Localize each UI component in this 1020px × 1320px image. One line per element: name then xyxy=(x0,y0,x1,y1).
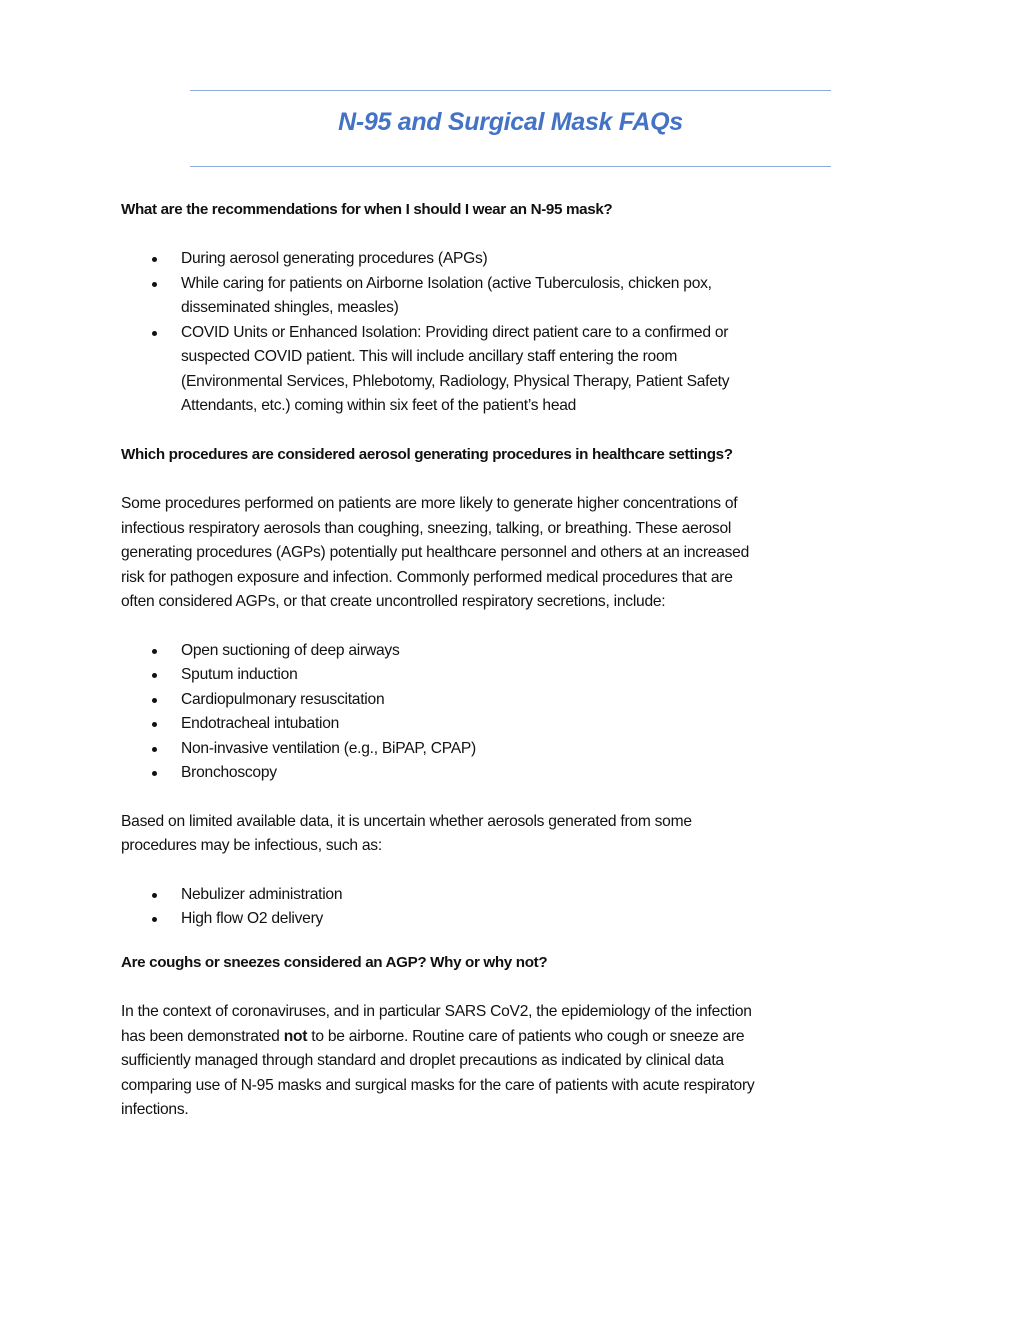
paragraph: In the context of coronaviruses, and in particular SARS CoV2, the epidemiology of the infection has been demonstrated not to be airborne. Routine care of patients who cough or sneeze are sufficiently managed through standard and droplet precautions as indicated by clinical data comparing use of N-95 masks and surgical masks for the care of patients with acute respiratory infections. xyxy=(121,1003,755,1118)
bullet-icon xyxy=(152,722,157,727)
uncertain-agp-list xyxy=(121,883,901,932)
paragraph: Based on limited available data, it is uncertain whether aerosols generated from some procedures may be infectious, such as: xyxy=(121,812,692,854)
list-item: COVID Units or Enhanced Isolation: Providing direct patient care to a confirmed or xyxy=(121,321,901,346)
bullet-icon xyxy=(152,257,157,262)
list-item: Bronchoscopy xyxy=(121,761,901,786)
list-item: Sputum induction xyxy=(121,663,901,688)
list-item: High flow O2 delivery xyxy=(121,907,901,932)
bullet-icon xyxy=(152,917,157,922)
title-rule-top xyxy=(190,90,831,91)
paragraph: Some procedures performed on patients are more likely to generate higher concentrations of infectious respiratory aerosols than coughing, sneezing, talking, or breathing. These aerosol generating procedures (AGPs) potentially put healthcare personnel and others at an increased risk for pathogen exposure and infection. Commonly performed medical procedures that are often considered AGPs, or that create uncontrolled respiratory secretions, include: xyxy=(121,495,750,610)
list-item: Cardiopulmonary resuscitation xyxy=(121,688,901,713)
bullet-icon xyxy=(152,771,157,776)
list-item: Endotracheal intubation xyxy=(121,712,901,737)
list-item: Open suctioning of deep airways xyxy=(121,639,901,664)
agp-list xyxy=(121,639,901,786)
list-item: During aerosol generating procedures (APGs) xyxy=(121,247,901,272)
bullet-icon xyxy=(152,649,157,654)
list-item: While caring for patients on Airborne Isolation (active Tuberculosis, chicken pox, xyxy=(121,272,901,297)
bullet-icon xyxy=(152,893,157,898)
bullet-icon xyxy=(152,747,157,752)
list-item-continuation: suspected COVID patient. This will include ancillary staff entering the room xyxy=(181,348,678,365)
bullet-icon xyxy=(152,331,157,336)
title-rule-bottom xyxy=(190,166,831,167)
list-item-continuation: (Environmental Services, Phlebotomy, Radiology, Physical Therapy, Patient Safety xyxy=(181,372,730,390)
bullet-icon xyxy=(152,282,157,287)
question-heading: What are the recommendations for when I should I wear an N-95 mask? xyxy=(121,201,613,218)
emphasis-not: not xyxy=(283,1027,308,1045)
bullet-icon xyxy=(152,673,157,678)
faq-section-coughs-sneezes xyxy=(121,951,901,1123)
list-item: Nebulizer administration xyxy=(121,883,901,908)
list-item: Non-invasive ventilation (e.g., BiPAP, CPAP) xyxy=(121,737,901,762)
question-heading: Which procedures are considered aerosol generating procedures in healthcare settings? xyxy=(121,446,733,463)
bullet-icon xyxy=(152,698,157,703)
faq-section-n95-recommendations xyxy=(121,198,901,419)
list-item-continuation: disseminated shingles, measles) xyxy=(181,299,399,316)
list-item-continuation: Attendants, etc.) coming within six feet of the patient’s head xyxy=(181,397,577,414)
page-title: N-95 and Surgical Mask FAQs xyxy=(338,108,683,136)
faq-section-agp-procedures xyxy=(121,443,901,932)
question-heading: Are coughs or sneezes considered an AGP? Why or why not? xyxy=(121,954,548,971)
